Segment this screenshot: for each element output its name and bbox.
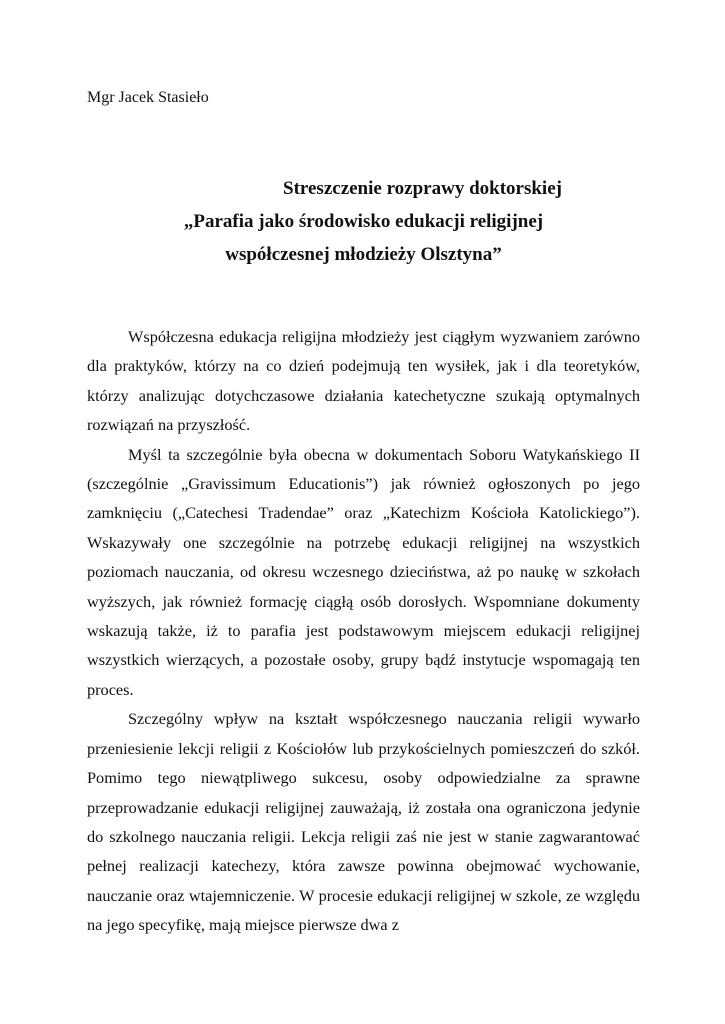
paragraph-1: Współczesna edukacja religijna młodzieży jest ciągłym wyzwaniem zarówno dla praktyków, którzy na co dzień podejmują ten wysiłek, jak i dla teoretyków, którzy analizując dotychczasowe działania katechetyczne szukają optymalnych rozwiązań na przyszłość. <box>87 327 640 435</box>
paragraph-3: Szczególny wpływ na kształt współczesnego nauczania religii wywarło przeniesienie lekcji religii z Kościołów lub przykościelnych pomieszczeń do szkół. Pomimo tego niewątpliwego sukcesu, osoby odpowiedzialne za sprawne przeprowadzanie edukacji religijnej zauważają, iż została ona ograniczona jedynie do szkolnego nauczania religii. Lekcja religii zaś nie jest w stanie zagwarantować pełnej realizacji katechezy, która zawsze powinna obejmować wychowanie, nauczanie oraz wtajemniczenie. W procesie edukacji religijnej w szkole, ze względu na jego specyfikę, mają miejsce pierwsze dwa z <box>87 709 640 935</box>
title-line-1: Streszczenie rozprawy doktorskiej <box>283 178 562 199</box>
paragraph-2: Myśl ta szczególnie była obecna w dokumentach Soboru Watykańskiego II (szczególnie „Gravissimum Educationis”) jak również ogłoszonych po jego zamknięciu („Catechesi Tradendae” oraz „Katechizm Kościoła Katolickiego”). Wskazywały one szczególnie na potrzebę edukacji religijnej na wszystkich poziomach nauczania, od okresu wczesnego dzieciństwa, aż po naukę w szkołach wyższych, jak również formację ciągłą osób dorosłych. Wspomniane dokumenty wskazują także, iż to parafia jest podstawowym miejscem edukacji religijnej wszystkich wierzących, a pozostałe osoby, grupy bądź instytucje wspomagają ten proces. <box>87 444 640 699</box>
title-line-2: „Parafia jako środowisko edukacji religijnej <box>183 211 544 232</box>
author-name: Mgr Jacek Stasieło <box>87 89 209 106</box>
document-title <box>87 172 640 271</box>
title-line-3: współczesnej młodzieży Olsztyna” <box>225 244 502 265</box>
body-text <box>87 322 640 940</box>
